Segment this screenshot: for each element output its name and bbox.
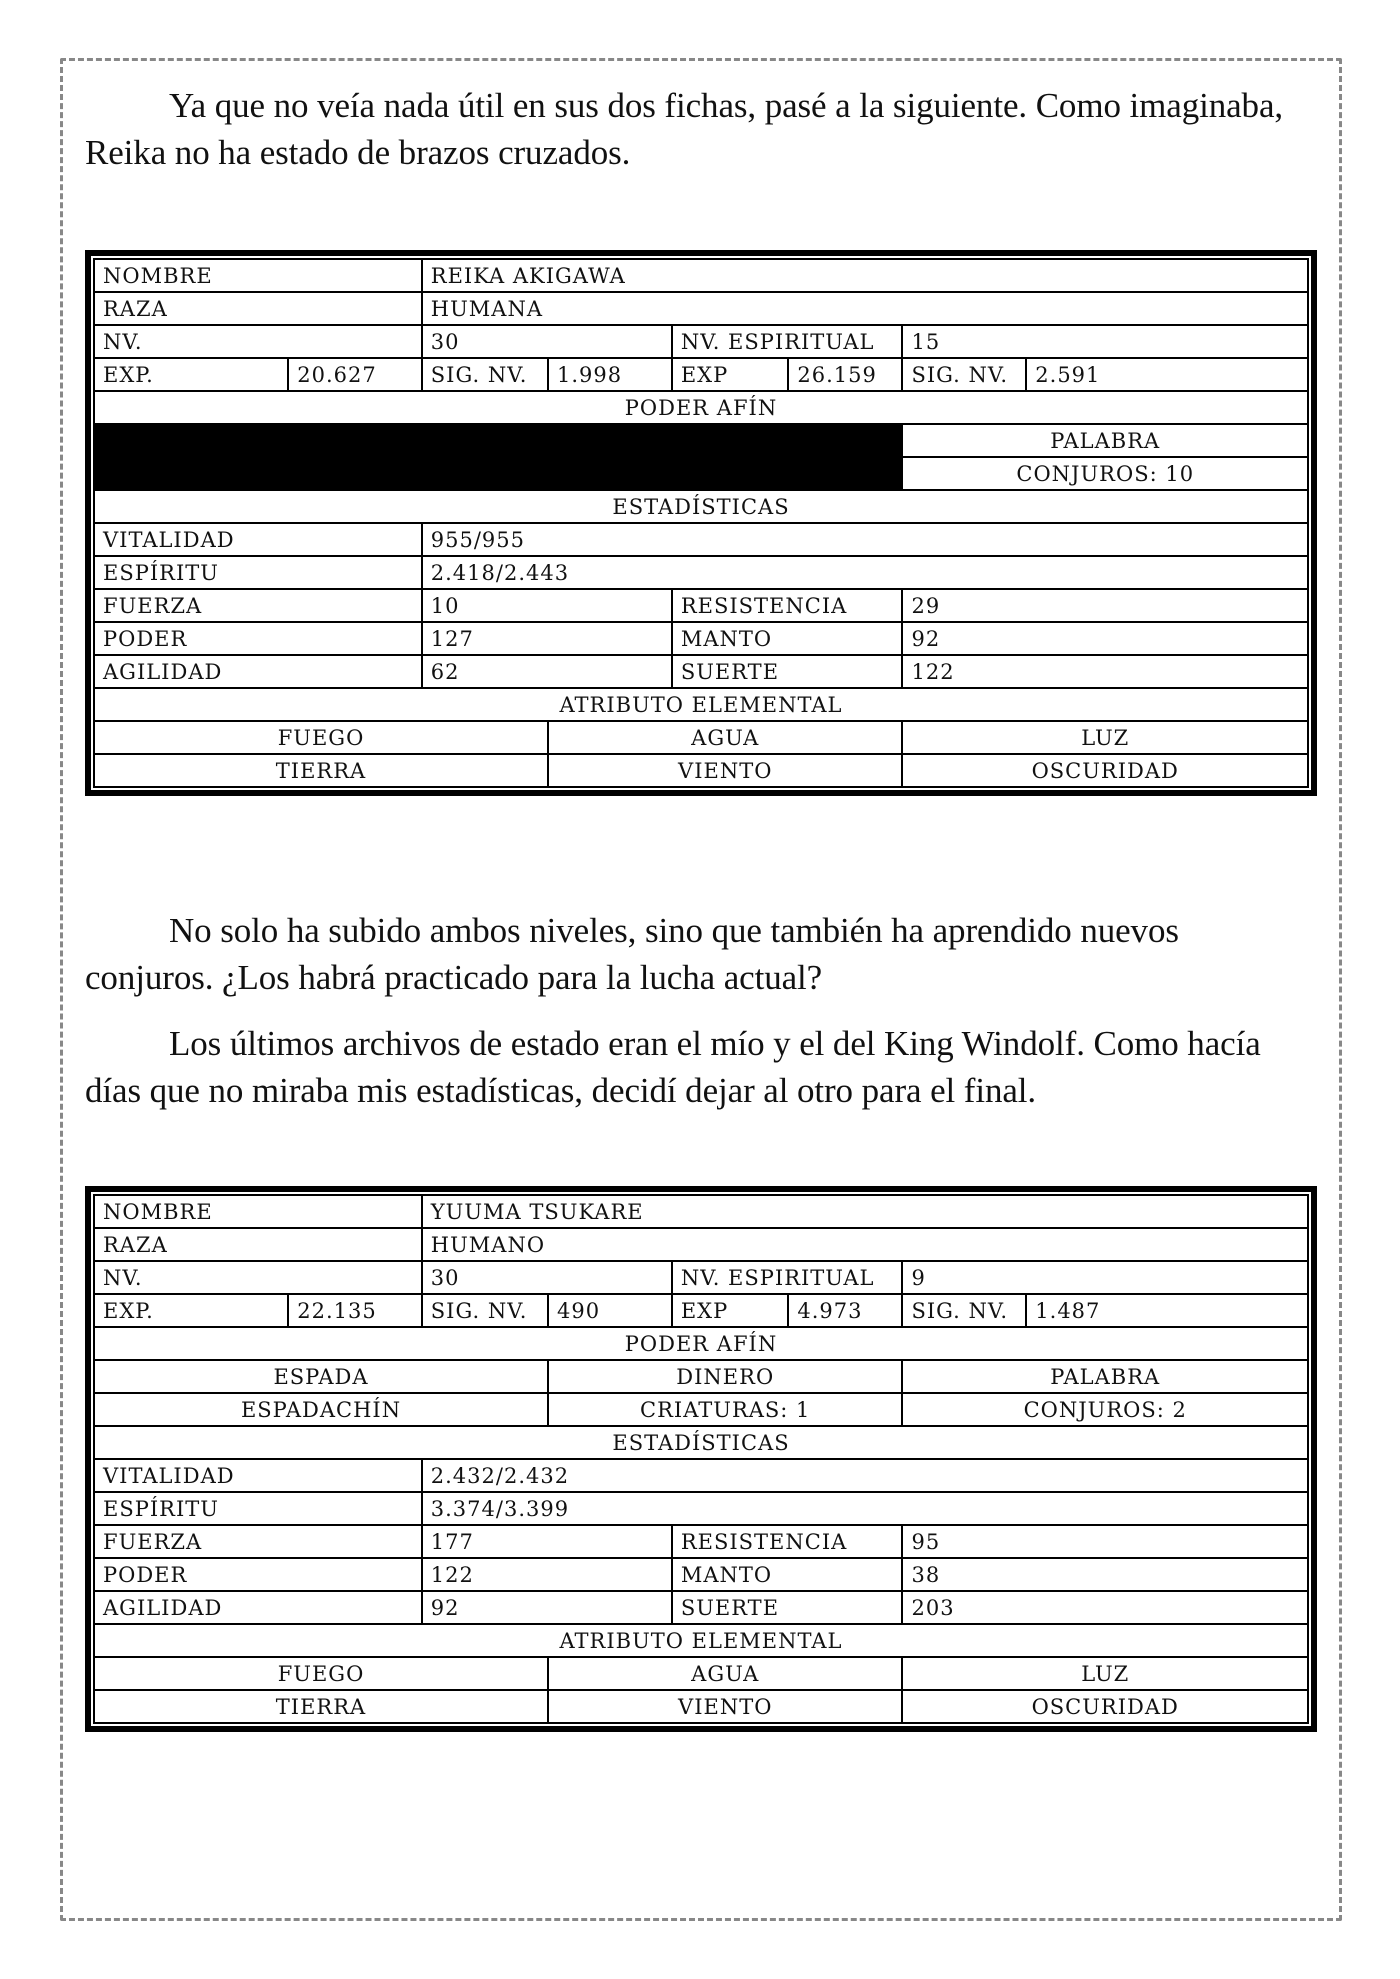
label-nv-espiritual: NV. ESPIRITUAL (672, 1261, 903, 1294)
value-agilidad: 92 (422, 1591, 672, 1624)
value-sig-nv-espiritual: 1.487 (1026, 1294, 1308, 1327)
element-viento: VIENTO (548, 754, 902, 787)
value-espiritu: 3.374/3.399 (422, 1492, 1308, 1525)
afin-1-name: ESPADA (94, 1360, 548, 1393)
row-poder (94, 622, 1308, 655)
label-nombre: NOMBRE (94, 1195, 422, 1228)
row-atributo-header (94, 688, 1308, 721)
value-vitalidad: 2.432/2.432 (422, 1459, 1308, 1492)
row-afin-names (94, 1360, 1308, 1393)
value-manto: 38 (902, 1558, 1308, 1591)
label-fuerza: FUERZA (94, 589, 422, 622)
value-exp: 20.627 (288, 358, 422, 391)
value-resistencia: 29 (902, 589, 1308, 622)
paragraph-2: No solo ha subido ambos niveles, sino que también ha aprendido nuevos conjuros. ¿Los habrá practicado para la lucha actual? (85, 911, 1179, 997)
afin-2-name: DINERO (548, 1360, 902, 1393)
section-estadisticas: ESTADÍSTICAS (94, 1426, 1308, 1459)
label-sig-nv: SIG. NV. (422, 358, 548, 391)
row-nombre (94, 1195, 1308, 1228)
label-sig-nv: SIG. NV. (422, 1294, 548, 1327)
paragraph-3: Los últimos archivos de estado eran el mío y el del King Windolf. Como hacía días que no miraba mis estadísticas, decidí dejar al otro para el final. (85, 1024, 1261, 1110)
label-nv: NV. (94, 325, 422, 358)
row-vitalidad (94, 1459, 1308, 1492)
element-luz: LUZ (902, 1657, 1308, 1690)
value-nv-espiritual: 9 (902, 1261, 1308, 1294)
element-tierra: TIERRA (94, 754, 548, 787)
row-nivel (94, 325, 1308, 358)
label-nv: NV. (94, 1261, 422, 1294)
row-afin-subs (94, 1393, 1308, 1426)
label-poder: PODER (94, 622, 422, 655)
row-nivel (94, 1261, 1308, 1294)
value-raza: HUMANA (422, 292, 1308, 325)
row-agilidad (94, 1591, 1308, 1624)
value-nv: 30 (422, 1261, 672, 1294)
label-poder: PODER (94, 1558, 422, 1591)
afin-3-sub: CONJUROS: 2 (902, 1393, 1308, 1426)
afin-1-redacted (94, 424, 548, 457)
value-vitalidad: 955/955 (422, 523, 1308, 556)
value-sig-nv: 490 (548, 1294, 672, 1327)
element-luz: LUZ (902, 721, 1308, 754)
row-agilidad (94, 655, 1308, 688)
value-nombre: REIKA AKIGAWA (422, 259, 1308, 292)
afin-3-sub: CONJUROS: 10 (902, 457, 1308, 490)
value-nombre: YUUMA TSUKARE (422, 1195, 1308, 1228)
value-exp-espiritual: 26.159 (788, 358, 902, 391)
afin-2-sub: CRIATURAS: 1 (548, 1393, 902, 1426)
label-espiritu: ESPÍRITU (94, 556, 422, 589)
section-poder-afin: PODER AFÍN (94, 391, 1308, 424)
row-afin-subs (94, 457, 1308, 490)
label-nombre: NOMBRE (94, 259, 422, 292)
section-atributo-elemental: ATRIBUTO ELEMENTAL (94, 1624, 1308, 1657)
label-suerte: SUERTE (672, 655, 903, 688)
stats-table (93, 258, 1309, 788)
row-estadisticas-header (94, 1426, 1308, 1459)
row-afin-names (94, 424, 1308, 457)
label-raza: RAZA (94, 292, 422, 325)
label-resistencia: RESISTENCIA (672, 1525, 903, 1558)
value-suerte: 122 (902, 655, 1308, 688)
status-sheet-yuuma (85, 1186, 1317, 1732)
label-sig-nv-espiritual: SIG. NV. (902, 1294, 1026, 1327)
label-exp: EXP. (94, 1294, 288, 1327)
afin-1-sub: ESPADACHÍN (94, 1393, 548, 1426)
label-fuerza: FUERZA (94, 1525, 422, 1558)
value-resistencia: 95 (902, 1525, 1308, 1558)
label-exp: EXP. (94, 358, 288, 391)
row-poder (94, 1558, 1308, 1591)
element-agua: AGUA (548, 1657, 902, 1690)
row-poder-afin-header (94, 391, 1308, 424)
label-exp-espiritual: EXP (672, 358, 789, 391)
row-fuerza (94, 589, 1308, 622)
label-espiritu: ESPÍRITU (94, 1492, 422, 1525)
label-nv-espiritual: NV. ESPIRITUAL (672, 325, 903, 358)
row-atributo-header (94, 1624, 1308, 1657)
row-elements-2 (94, 754, 1308, 787)
label-resistencia: RESISTENCIA (672, 589, 903, 622)
value-nv-espiritual: 15 (902, 325, 1308, 358)
label-vitalidad: VITALIDAD (94, 523, 422, 556)
element-oscuridad: OSCURIDAD (902, 1690, 1308, 1723)
value-manto: 92 (902, 622, 1308, 655)
row-exp (94, 1294, 1308, 1327)
element-tierra: TIERRA (94, 1690, 548, 1723)
value-espiritu: 2.418/2.443 (422, 556, 1308, 589)
value-nv: 30 (422, 325, 672, 358)
value-agilidad: 62 (422, 655, 672, 688)
value-sig-nv: 1.998 (548, 358, 672, 391)
value-exp-espiritual: 4.973 (788, 1294, 902, 1327)
row-raza (94, 292, 1308, 325)
label-suerte: SUERTE (672, 1591, 903, 1624)
row-espiritu (94, 556, 1308, 589)
row-raza (94, 1228, 1308, 1261)
row-estadisticas-header (94, 490, 1308, 523)
label-agilidad: AGILIDAD (94, 1591, 422, 1624)
section-estadisticas: ESTADÍSTICAS (94, 490, 1308, 523)
afin-1-sub-redacted (94, 457, 548, 490)
label-manto: MANTO (672, 622, 903, 655)
paragraph-1: Ya que no veía nada útil en sus dos fichas, pasé a la siguiente. Como imaginaba, Reika no ha estado de brazos cruzados. (85, 86, 1284, 172)
label-raza: RAZA (94, 1228, 422, 1261)
value-fuerza: 177 (422, 1525, 672, 1558)
value-poder: 122 (422, 1558, 672, 1591)
label-sig-nv-espiritual: SIG. NV. (902, 358, 1026, 391)
row-fuerza (94, 1525, 1308, 1558)
row-vitalidad (94, 523, 1308, 556)
afin-3-name: PALABRA (902, 424, 1308, 457)
label-agilidad: AGILIDAD (94, 655, 422, 688)
row-nombre (94, 259, 1308, 292)
element-viento: VIENTO (548, 1690, 902, 1723)
label-vitalidad: VITALIDAD (94, 1459, 422, 1492)
section-poder-afin: PODER AFÍN (94, 1327, 1308, 1360)
stats-table (93, 1194, 1309, 1724)
value-suerte: 203 (902, 1591, 1308, 1624)
element-agua: AGUA (548, 721, 902, 754)
element-fuego: FUEGO (94, 721, 548, 754)
label-exp-espiritual: EXP (672, 1294, 789, 1327)
row-elements-1 (94, 1657, 1308, 1690)
value-sig-nv-espiritual: 2.591 (1026, 358, 1308, 391)
value-exp: 22.135 (288, 1294, 422, 1327)
row-elements-2 (94, 1690, 1308, 1723)
afin-2-sub-redacted (548, 457, 902, 490)
label-manto: MANTO (672, 1558, 903, 1591)
row-exp (94, 358, 1308, 391)
row-elements-1 (94, 721, 1308, 754)
section-atributo-elemental: ATRIBUTO ELEMENTAL (94, 688, 1308, 721)
status-sheet-reika (85, 250, 1317, 796)
element-fuego: FUEGO (94, 1657, 548, 1690)
value-fuerza: 10 (422, 589, 672, 622)
afin-2-redacted (548, 424, 902, 457)
row-poder-afin-header (94, 1327, 1308, 1360)
value-raza: HUMANO (422, 1228, 1308, 1261)
row-espiritu (94, 1492, 1308, 1525)
value-poder: 127 (422, 622, 672, 655)
afin-3-name: PALABRA (902, 1360, 1308, 1393)
element-oscuridad: OSCURIDAD (902, 754, 1308, 787)
